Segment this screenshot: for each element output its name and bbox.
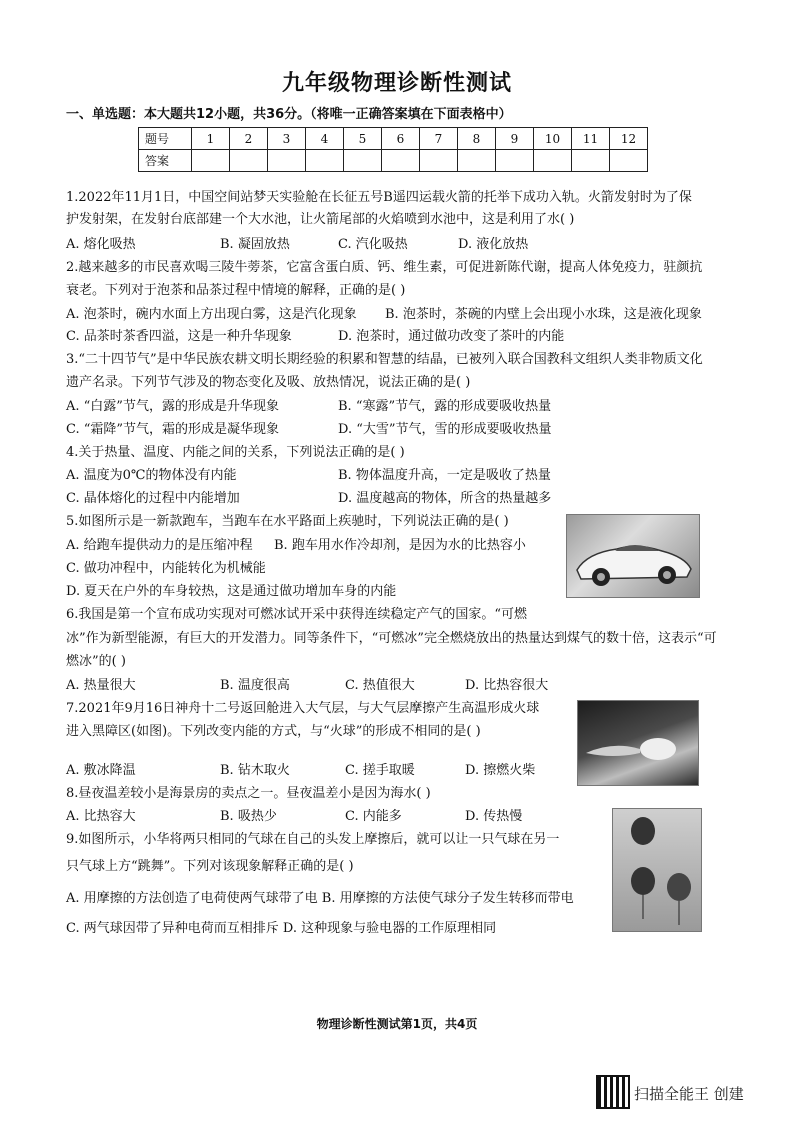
answer-table-number: 11 xyxy=(572,128,610,150)
question-1-text: 1.2022年11月1日，中国空间站梦天实验舱在长征五号B遥四运载火箭的托举下成功入轨。火箭发射时为了保 xyxy=(66,190,692,205)
question-2-option-a: A. 泡茶时，碗内水面上方出现白雾，这是汽化现象 xyxy=(66,307,357,322)
question-8-option-a: A. 比热容大 xyxy=(66,809,136,824)
answer-table-number: 5 xyxy=(344,128,382,150)
question-3-option-b: B. “寒露”节气，露的形成要吸收热量 xyxy=(338,399,552,414)
answer-table xyxy=(138,127,648,172)
qr-code-icon xyxy=(596,1075,630,1109)
answer-table-answer-row xyxy=(139,150,648,172)
balloons-photo xyxy=(612,808,702,932)
balloon-icon xyxy=(613,809,701,931)
answer-table-number: 7 xyxy=(420,128,458,150)
answer-cell[interactable] xyxy=(306,150,344,172)
section-heading: 一、单选题：本大题共12小题，共36分。（将唯一正确答案填在下面表格中） xyxy=(66,107,512,122)
question-5-option-b: B. 跑车用水作冷却剂，是因为水的比热容小 xyxy=(274,538,526,553)
question-8-option-d: D. 传热慢 xyxy=(465,809,523,824)
answer-table-number-head: 题号 xyxy=(139,128,192,150)
sports-car-photo xyxy=(566,514,700,598)
answer-cell[interactable] xyxy=(230,150,268,172)
question-3-text: 遗产名录。下列节气涉及的物态变化及吸、放热情况，说法正确的是( ) xyxy=(66,375,471,390)
question-6-text: 6.我国是第一个宣布成功实现对可燃冰试开采中获得连续稳定产气的国家。“可燃 xyxy=(66,607,528,622)
question-4-option-a: A. 温度为0℃的物体没有内能 xyxy=(66,468,237,483)
answer-cell[interactable] xyxy=(610,150,648,172)
question-2-option-b: B. 泡茶时，茶碗的内壁上会出现小水珠，这是液化现象 xyxy=(385,307,702,322)
answer-table-number: 1 xyxy=(192,128,230,150)
answer-cell[interactable] xyxy=(192,150,230,172)
question-7-option-a: A. 敷冰降温 xyxy=(66,763,136,778)
answer-table-number: 4 xyxy=(306,128,344,150)
question-1-option-c: C. 汽化吸热 xyxy=(338,237,408,252)
answer-cell[interactable] xyxy=(268,150,306,172)
question-1-option-a: A. 熔化吸热 xyxy=(66,237,136,252)
question-8-option-c: C. 内能多 xyxy=(345,809,402,824)
answer-cell[interactable] xyxy=(534,150,572,172)
question-6-option-d: D. 比热容很大 xyxy=(465,678,549,693)
question-7-text: 进入黑障区(如图)。下列改变内能的方式，与“火球”的形成不相同的是( ) xyxy=(66,724,481,739)
sports-car-icon xyxy=(567,515,699,597)
question-2-option-d: D. 泡茶时，通过做功改变了茶叶的内能 xyxy=(338,329,565,344)
answer-cell[interactable] xyxy=(420,150,458,172)
question-4-option-d: D. 温度越高的物体，所含的热量越多 xyxy=(338,491,552,506)
scanner-brand-watermark: 扫描全能王 创建 xyxy=(634,1085,744,1103)
reentry-fireball-photo xyxy=(577,700,699,786)
question-9-text: 只气球上方“跳舞”。下列对该现象解释正确的是( ) xyxy=(66,859,354,874)
question-7-option-c: C. 搓手取暖 xyxy=(345,763,415,778)
question-2-text: 2.越来越多的市民喜欢喝三陵牛蒡茶，它富含蛋白质、钙、维生素，可促进新陈代谢，提高人体免疫力，驻颜抗 xyxy=(66,260,703,275)
question-8-option-b: B. 吸热少 xyxy=(220,809,277,824)
answer-table-number: 12 xyxy=(610,128,648,150)
question-3-text: 3.“二十四节气”是中华民族农耕文明长期经验的积累和智慧的结晶，已被列入联合国教科文组织人类非物质文化 xyxy=(66,352,703,367)
question-1-option-b: B. 凝固放热 xyxy=(220,237,290,252)
page-title: 九年级物理诊断性测试 xyxy=(281,71,512,96)
answer-table-number: 6 xyxy=(382,128,420,150)
question-5-option-a: A. 给跑车提供动力的是压缩冲程 xyxy=(66,538,253,553)
question-8-text: 8.昼夜温差较小是海景房的卖点之一。昼夜温差小是因为海水( ) xyxy=(66,786,431,801)
answer-table-number: 9 xyxy=(496,128,534,150)
question-5-text: 5.如图所示是一新款跑车，当跑车在水平路面上疾驰时，下列说法正确的是( ) xyxy=(66,514,509,529)
question-2-option-c: C. 品茶时茶香四溢，这是一种升华现象 xyxy=(66,329,292,344)
question-3-option-c: C. “霜降”节气，霜的形成是凝华现象 xyxy=(66,422,280,437)
question-6-option-a: A. 热量很大 xyxy=(66,678,136,693)
question-5-option-c: C. 做功冲程中，内能转化为机械能 xyxy=(66,561,266,576)
question-6-text: 冰”作为新型能源，有巨大的开发潜力。同等条件下，“可燃冰”完全燃烧放出的热量达到煤气的数十倍，这表示“可 xyxy=(66,631,717,646)
answer-table-answer-head: 答案 xyxy=(139,150,192,172)
question-6-option-c: C. 热值很大 xyxy=(345,678,415,693)
answer-table-number-row xyxy=(139,128,648,150)
answer-table-number: 10 xyxy=(534,128,572,150)
question-5-option-d: D. 夏天在户外的车身较热，这是通过做功增加车身的内能 xyxy=(66,584,397,599)
question-3-option-d: D. “大雪”节气，雪的形成要吸收热量 xyxy=(338,422,552,437)
question-1-option-d: D. 液化放热 xyxy=(458,237,529,252)
question-9-option-c-d: C. 两气球因带了异种电荷而互相排斥 D. 这种现象与验电器的工作原理相同 xyxy=(66,921,497,936)
question-4-text: 4.关于热量、温度、内能之间的关系，下列说法正确的是( ) xyxy=(66,445,405,460)
question-6-option-b: B. 温度很高 xyxy=(220,678,290,693)
answer-cell[interactable] xyxy=(382,150,420,172)
page-footer: 物理诊断性测试第1页，共4页 xyxy=(316,1017,478,1031)
answer-table-number: 3 xyxy=(268,128,306,150)
answer-cell[interactable] xyxy=(458,150,496,172)
question-9-option-a-b: A. 用摩擦的方法创造了电荷使两气球带了电 B. 用摩擦的方法使气球分子发生转移而带电 xyxy=(66,891,574,906)
question-7-option-d: D. 擦燃火柴 xyxy=(465,763,536,778)
answer-cell[interactable] xyxy=(572,150,610,172)
answer-table-number: 8 xyxy=(458,128,496,150)
answer-cell[interactable] xyxy=(496,150,534,172)
question-4-option-c: C. 晶体熔化的过程中内能增加 xyxy=(66,491,240,506)
answer-cell[interactable] xyxy=(344,150,382,172)
answer-table-number: 2 xyxy=(230,128,268,150)
fireball-icon xyxy=(578,701,698,785)
question-3-option-a: A. “白露”节气，露的形成是升华现象 xyxy=(66,399,279,414)
question-7-option-b: B. 钻木取火 xyxy=(220,763,290,778)
question-6-text: 燃冰”的( ) xyxy=(66,654,126,669)
question-4-option-b: B. 物体温度升高，一定是吸收了热量 xyxy=(338,468,551,483)
question-7-text: 7.2021年9月16日神舟十二号返回舱进入大气层，与大气层摩擦产生高温形成火球 xyxy=(66,701,540,716)
question-9-text: 9.如图所示，小华将两只相同的气球在自己的头发上摩擦后，就可以让一只气球在另一 xyxy=(66,832,560,847)
question-1-text: 护发射架，在发射台底部建一个大水池，让火箭尾部的火焰喷到水池中，这是利用了水( ) xyxy=(66,212,575,227)
question-2-text: 衰老。下列对于泡茶和品茶过程中情境的解释，正确的是( ) xyxy=(66,283,406,298)
